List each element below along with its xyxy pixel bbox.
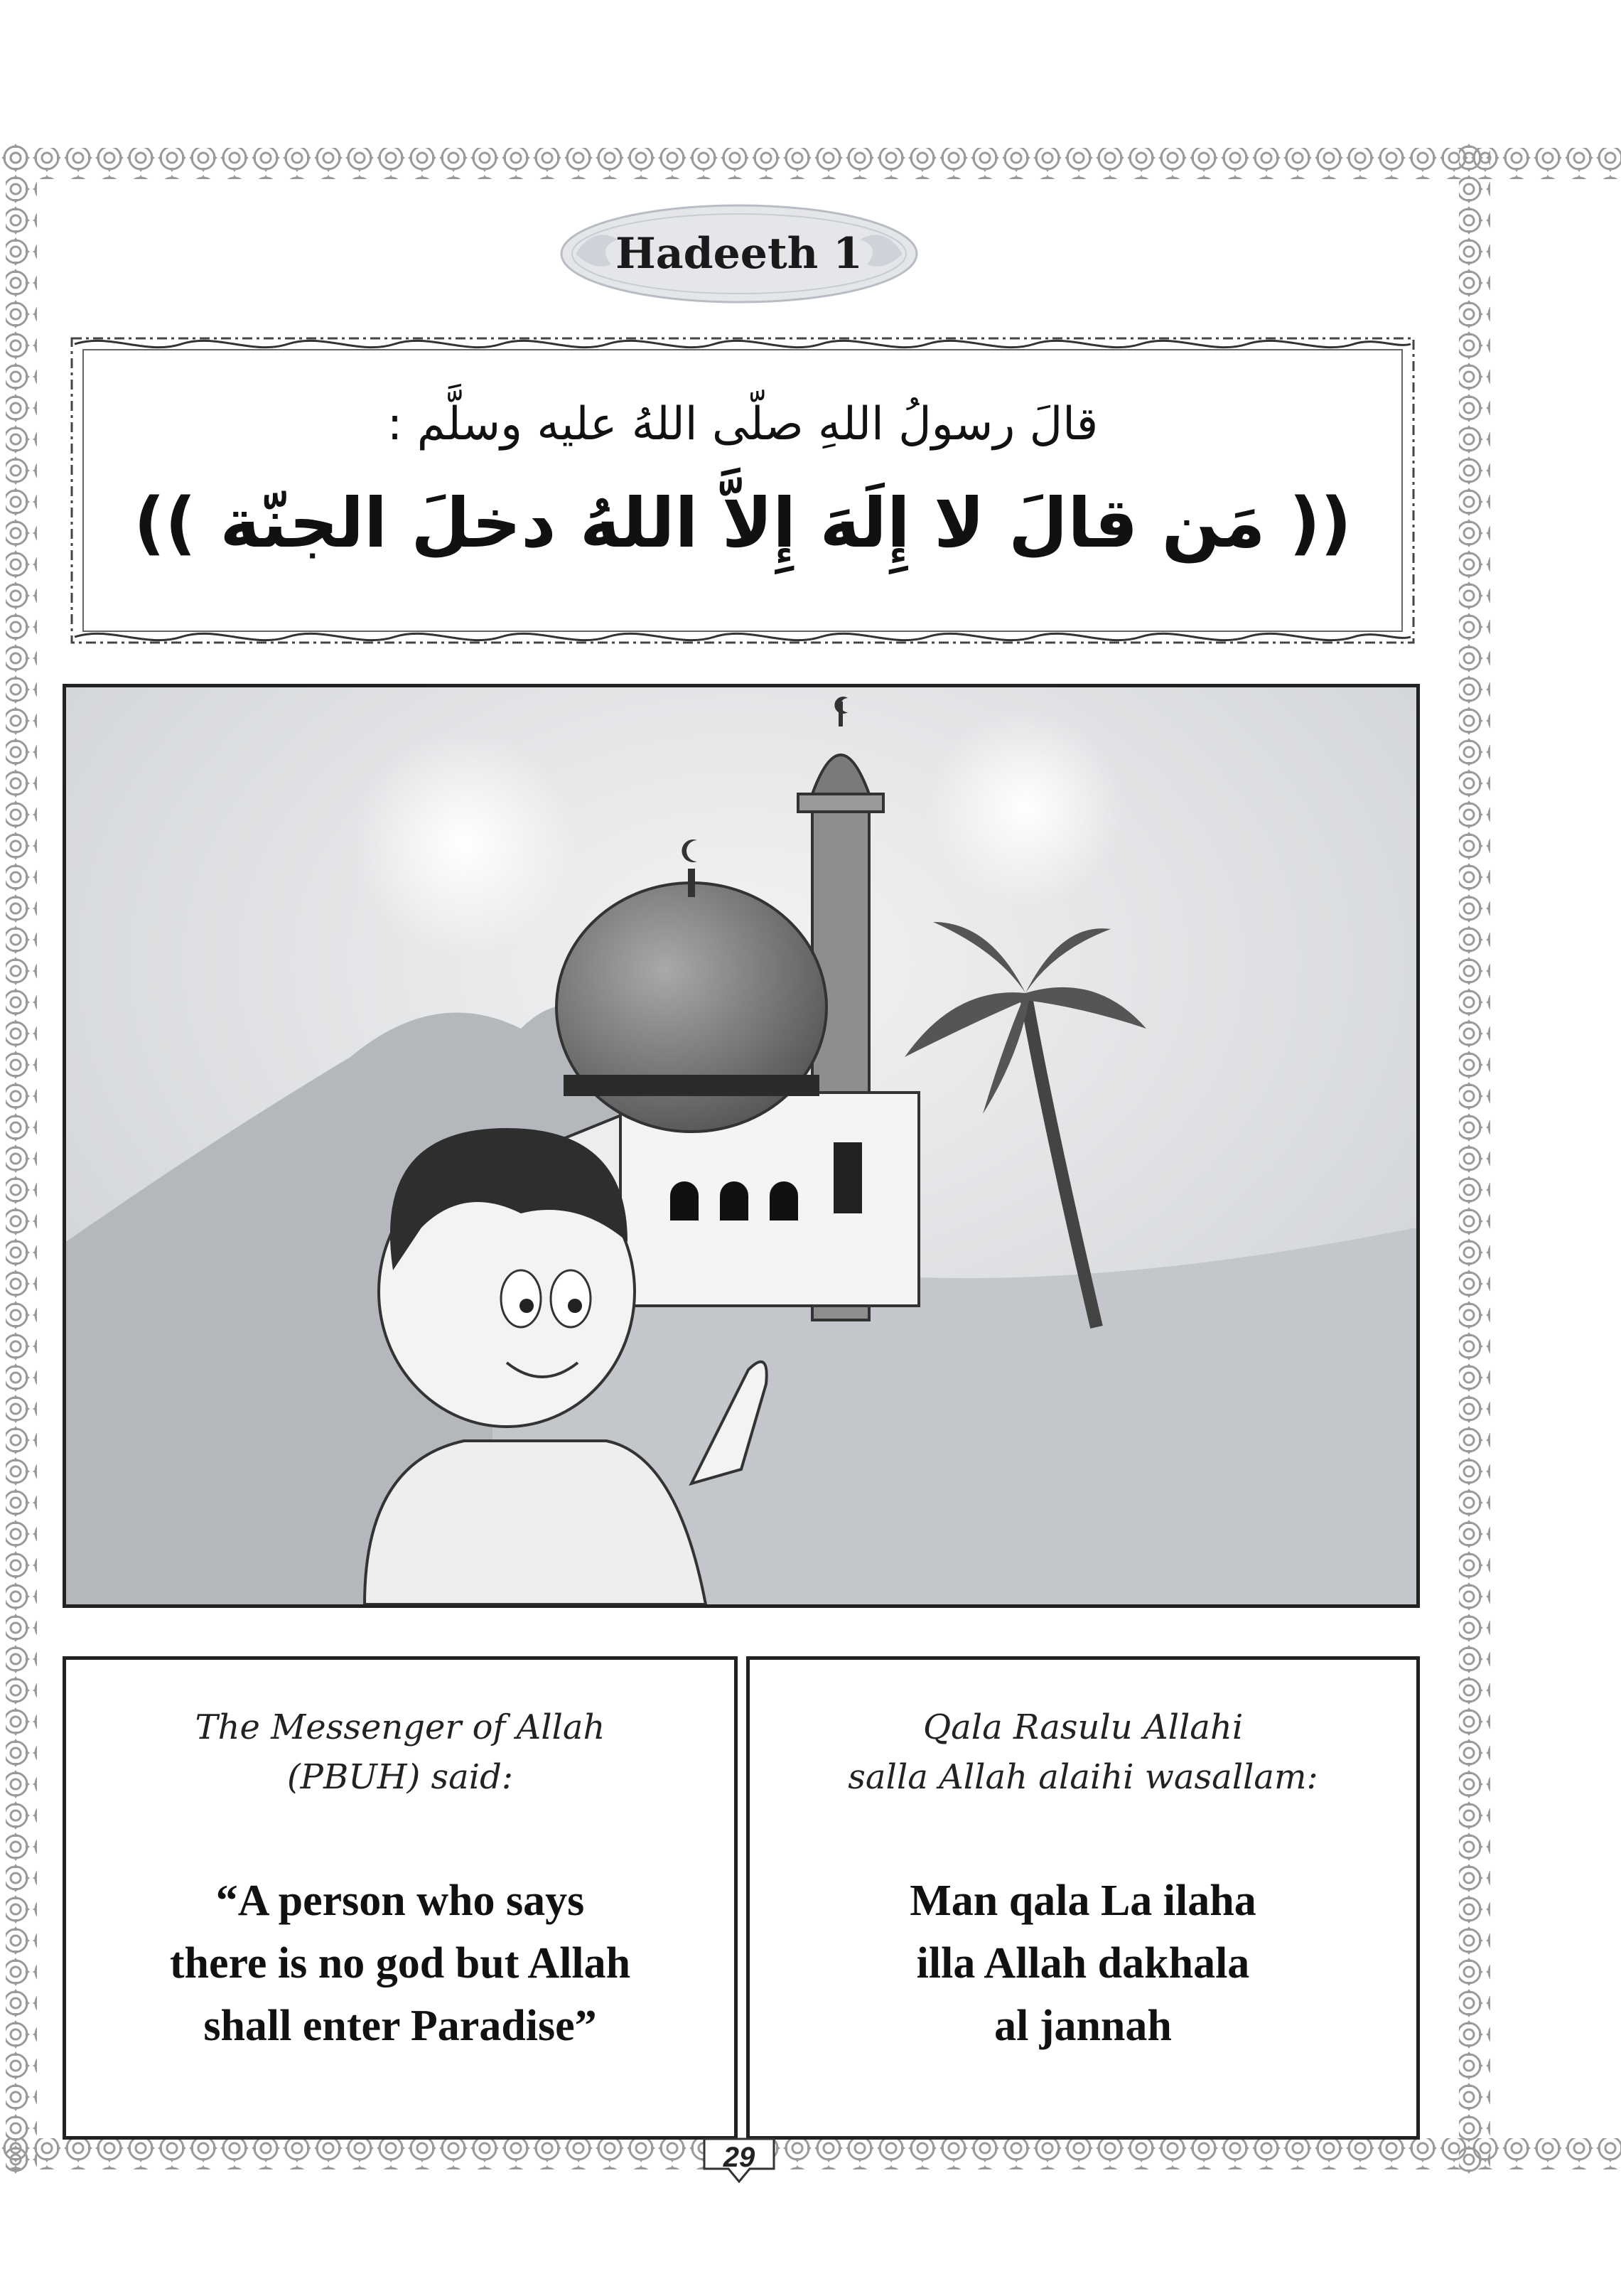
transliteration-box [746, 1656, 1420, 2140]
page-number-tab [700, 2136, 778, 2186]
transliteration-intro-line: Qala Rasulu Allahi [922, 1707, 1244, 1747]
translation-box [63, 1656, 738, 2140]
transliteration-quote-line: al jannah [994, 2002, 1172, 2050]
transliteration-quote-line: Man qala La ilaha [910, 1877, 1256, 1925]
arabic-intro: قالَ رسولُ اللهِ صلّى اللهُ عليه وسلَّم : [387, 398, 1099, 451]
transliteration-quote [750, 1869, 1416, 2057]
arabic-hadith-frame [68, 334, 1418, 647]
transliteration-intro-line: salla Allah alaihi wasallam: [848, 1757, 1318, 1797]
ornamental-border-top [0, 142, 1621, 185]
page-number: 29 [723, 2141, 755, 2173]
translation-intro [66, 1702, 734, 1802]
ornamental-border-left [0, 142, 43, 2175]
page-title: Hadeeth 1 [615, 229, 863, 279]
title-cartouche [554, 200, 924, 307]
mosque-scene [66, 687, 1416, 1604]
translation-intro-line: The Messenger of Allah [195, 1707, 605, 1747]
translation-quote-line: “A person who says [215, 1877, 585, 1925]
translation-intro-line: (PBUH) said: [286, 1757, 514, 1797]
translation-quote-line: there is no god but Allah [169, 1939, 631, 1987]
translation-quote [66, 1869, 734, 2057]
arabic-hadith-text: (( مَن قالَ لا إِلَهَ إِلاَّ اللهُ دخلَ الجنّة )) [134, 483, 1352, 563]
transliteration-intro [750, 1702, 1416, 1802]
ornamental-border-right [1453, 142, 1496, 2175]
transliteration-quote-line: illa Allah dakhala [916, 1939, 1250, 1987]
translation-quote-line: shall enter Paradise” [203, 2002, 597, 2050]
illustration-panel [63, 684, 1420, 1608]
